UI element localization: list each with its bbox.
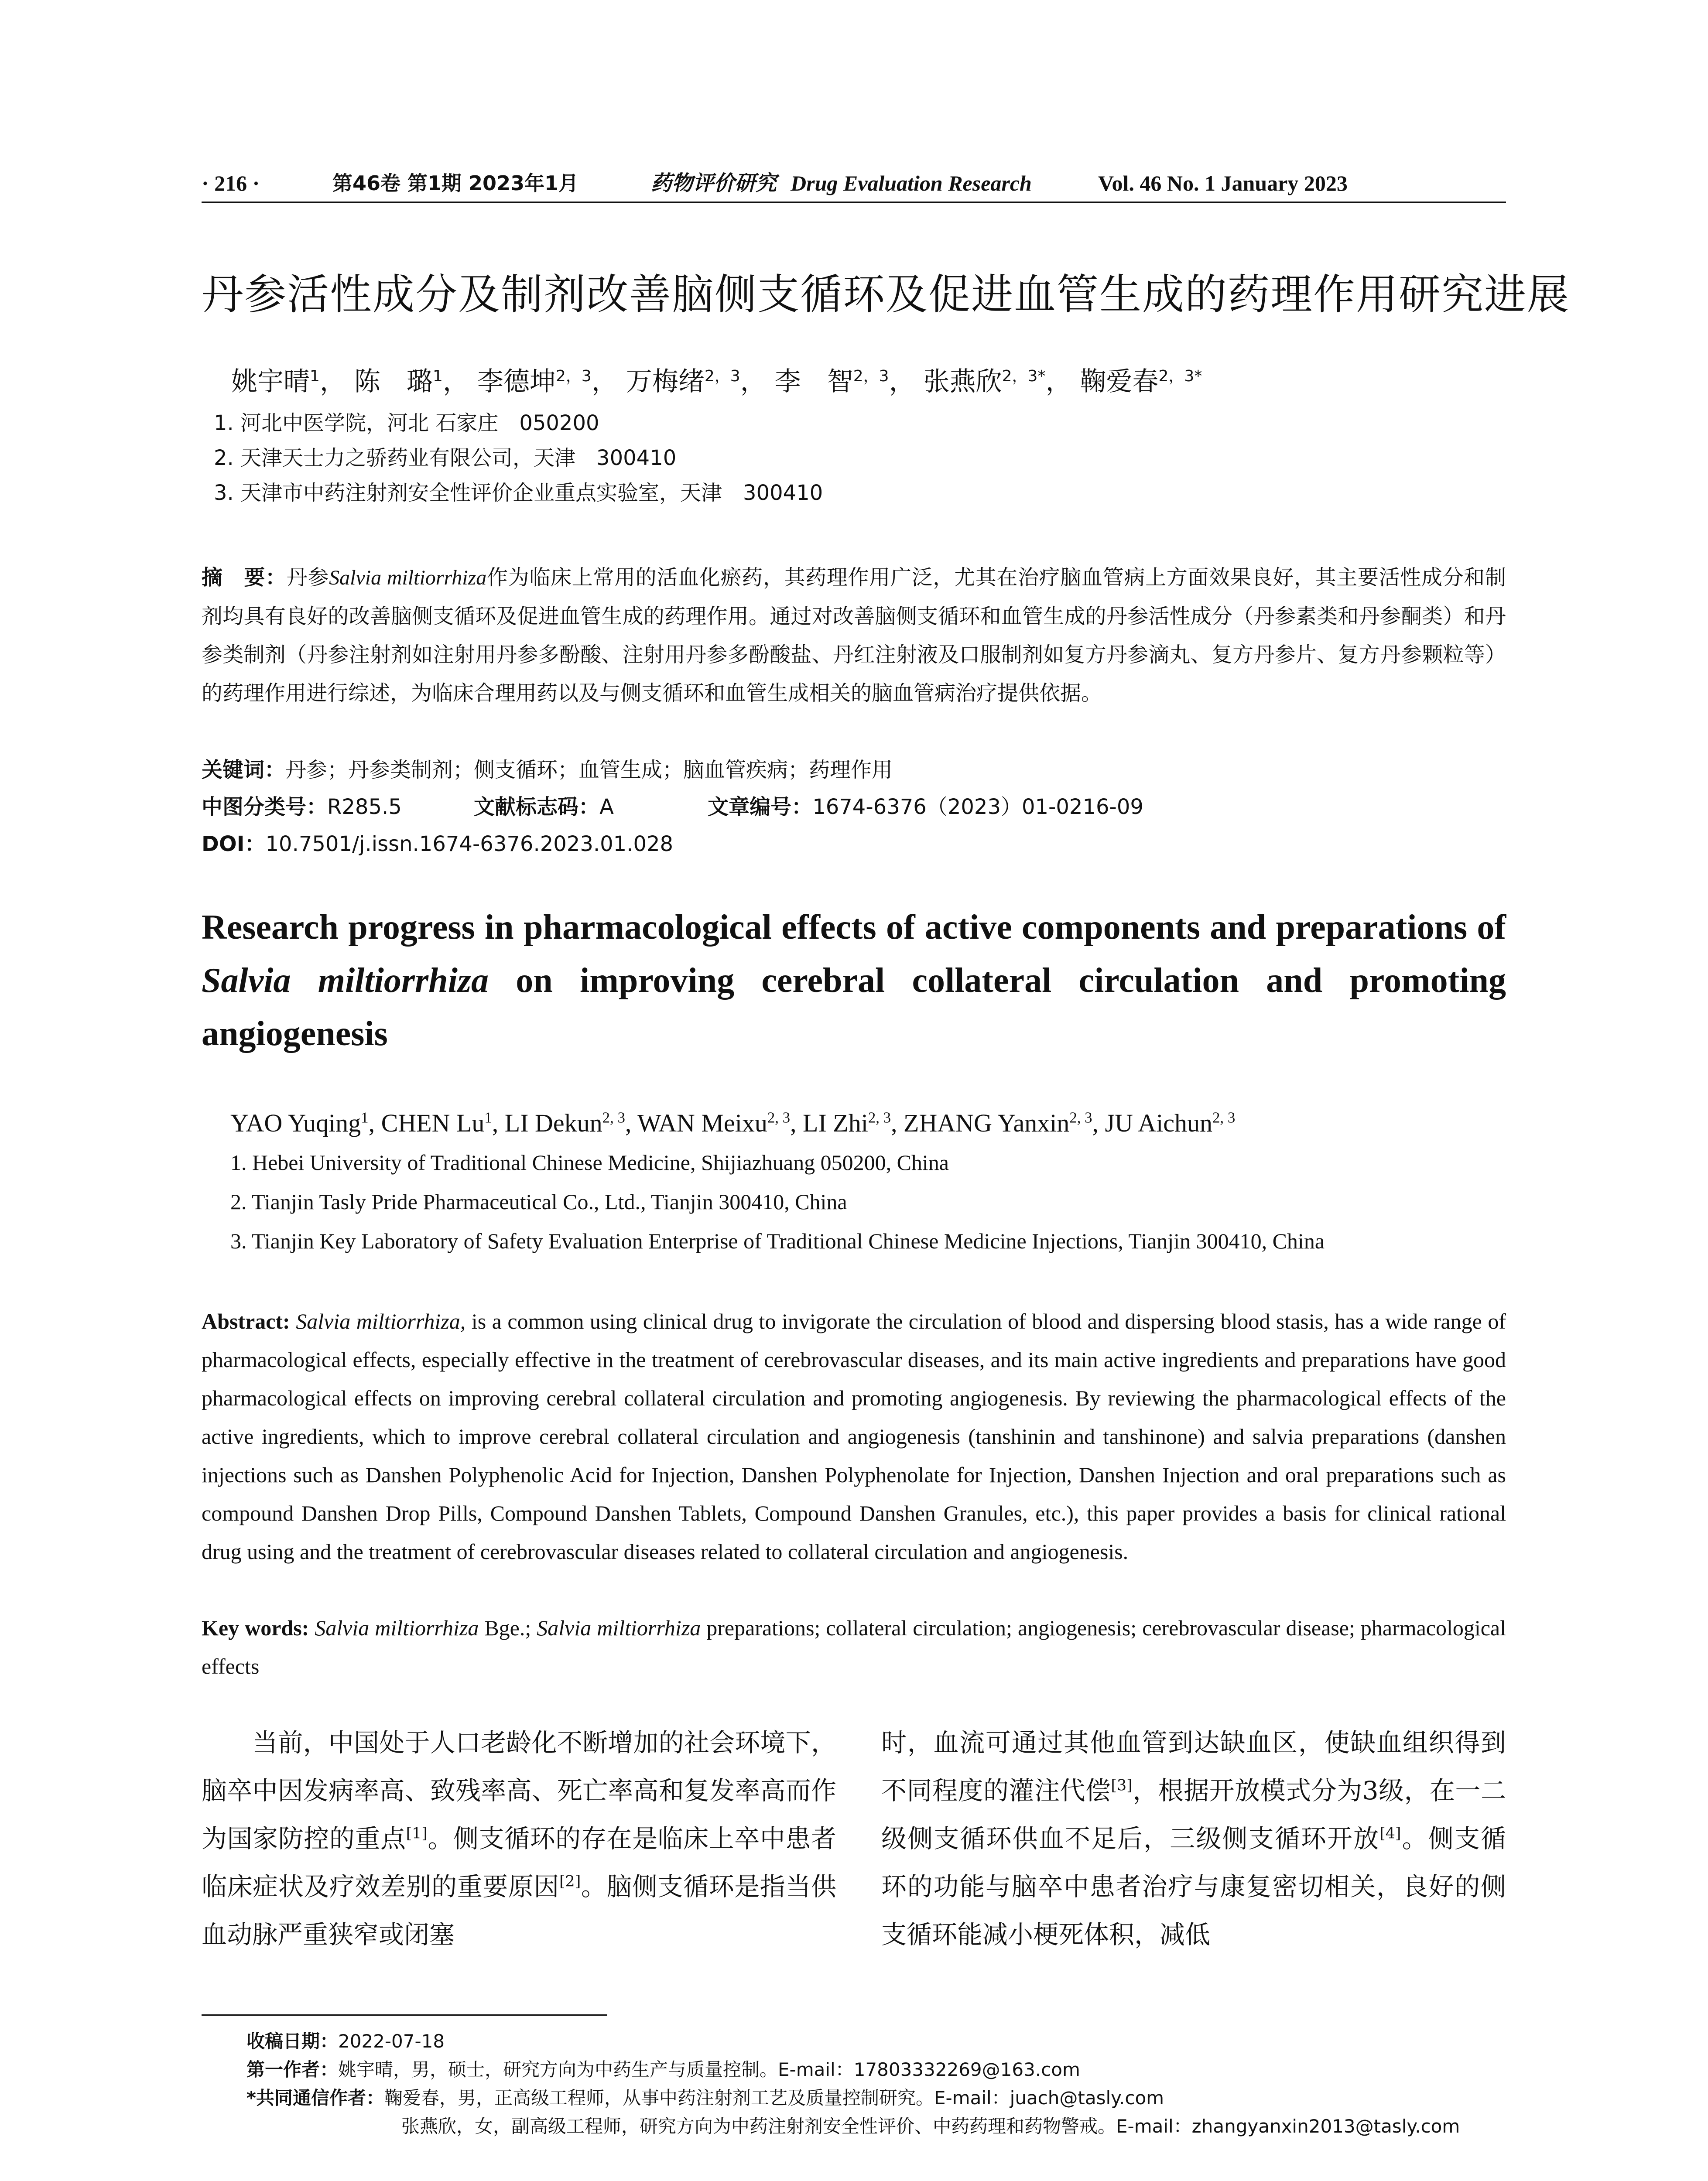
latin-name: Salvia miltiorrhiza, [296,1309,466,1333]
title-en-latin: Salvia miltiorrhiza [202,961,489,1000]
affiliation-cn-3: 3. 天津市中药注射剂安全性评价企业重点实验室，天津 300410 [214,481,823,505]
footnote-value: 2022-07-18 [338,2031,445,2052]
abstract-en [202,1302,1506,1571]
author-aff: 1 [310,367,320,385]
citation[interactable]: [3] [1111,1777,1133,1795]
footnote-corresponding [246,2083,1164,2113]
latin-name: Salvia miltiorrhiza [537,1616,701,1640]
author-en: LI Zhi [803,1109,868,1137]
author-aff: 2，3* [1158,367,1202,385]
body-text: 。脑侧支循环是指当供血动脉严重狭窄或闭塞 [202,1872,836,1949]
header-rule [202,202,1506,203]
author-aff: 2, 3 [1069,1109,1092,1126]
abstract-cn [202,558,1506,712]
author-en: WAN Meixu [637,1109,767,1137]
title-cn: 丹参活性成分及制剂改善脑侧支循环及促进血管生成的药理作用研究进展 [202,270,1570,319]
affiliation-en-1: 1. Hebei University of Traditional Chinese Medicine, Shijiazhuang 050200, China [230,1150,949,1175]
keywords-cn-text: 丹参；丹参类制剂；侧支循环；血管生成；脑血管疾病；药理作用 [285,758,893,782]
author-aff: 2，3 [853,367,889,385]
footnote-value: 姚宇晴，男，硕士，研究方向为中药生产与质量控制。E-mail：17803332269@163.com [338,2059,1080,2080]
author-aff: 2，3 [704,367,740,385]
body-text: 时，血流可通过其他血管到达缺血区，使缺血组织得到不同程度的灌注代偿 [881,1728,1506,1805]
author-aff: 2，3* [1002,367,1046,385]
author-aff: 2, 3 [1212,1109,1236,1126]
author-cn: 陈 璐 [354,366,433,397]
authors-en: YAO Yuqing$^1$, CHEN Lu$^1$, LI Dekun$^{2, 3}$, WAN Meixu$^{2, 3}$, LI Zhi$^{2, 3}$, ZHANG Yanxin$^{2, 3}$, JU Aichun$^{2, 3}$ [230,1109,1236,1137]
citation[interactable]: [1] [406,1825,428,1843]
author-en: JU Aichun [1105,1109,1213,1137]
footnote-first-author [246,2055,1080,2085]
affiliation-cn-1: 1. 河北中医学院，河北 石家庄 050200 [214,411,599,435]
body-text: 。侧支循环的存在是临床上卒中患者临床症状及疗效差别的重要原因 [202,1824,836,1901]
author-cn: 万梅绪 [626,366,705,397]
author-en: ZHANG Yanxin [904,1109,1070,1137]
keywords-en [202,1609,1506,1685]
author-cn: 鞠爱春 [1080,366,1159,397]
citation[interactable]: [2] [559,1873,581,1890]
article-no-label: 文章编号： [708,795,813,819]
author-aff: 2, 3 [602,1109,625,1126]
volume-cn: 第46卷 第1期 2023年1月 [332,171,579,195]
keywords-en-text: Bge.; [479,1616,537,1640]
keywords-en-text: preparations; collateral circulation; angiogenesis; cerebrovascular disease; pharmacological effects [202,1616,1506,1678]
abstract-en-text: is a common using clinical drug to invigorate the circulation of blood and dispersing blood stasis, has a wide range of pharmacological effects, especially effective in the treatment of cerebrovascular diseases, and its main active ingredients and preparations have good pharmacological effects on improving cerebral collateral circulation and promoting angiogenesis. By reviewing the pharmacological effects of the active ingredients, which to improve cerebral collateral circulation and angiogenesis (tanshinin and tanshinone) and salvia preparations (danshen injections such as Danshen Polyphenolic Acid for Injection, Danshen Polyphenolate for Injection, Danshen Injection and oral preparations such as compound Danshen Drop Pills, Compound Danshen Tablets, Compound Danshen Granules, etc.), this paper provides a basis for clinical rational drug using and the treatment of cerebrovascular diseases related to collateral circulation and angiogenesis. [202,1309,1506,1564]
footnote-label: *共同通信作者： [246,2087,384,2109]
article-no-value: 1674-6376（2023）01-0216-09 [812,795,1143,819]
body-text: 。侧支循环的功能与脑卒中患者治疗与康复密切相关，良好的侧支循环能减小梗死体积，减低 [881,1824,1506,1949]
affiliation-cn-2: 2. 天津天士力之骄药业有限公司，天津 300410 [214,446,677,470]
author-aff: 2，3 [555,367,592,385]
footnote-label: 第一作者： [246,2059,339,2080]
clc-label: 中图分类号： [202,795,328,819]
keywords-en-label: Key words: [202,1616,309,1640]
author-cn: 张燕欣 [923,366,1002,397]
affiliation-en-2: 2. Tianjin Tasly Pride Pharmaceutical Co., Ltd., Tianjin 300410, China [230,1190,847,1214]
doi-label: DOI： [202,832,266,856]
author-en: CHEN Lu [381,1109,485,1137]
body-column-right [881,1719,1506,1959]
authors-cn: 姚宇晴$^1$， 陈 璐$^1$， 李德坤$^{2,3}$， 万梅绪$^{2,3}$， 李 智$^{2,3}$， 张燕欣$^{2,3*}$， 鞠爱春$^{2,3*}$ [231,366,1202,397]
doc-code-value: A [599,795,614,819]
footnote-corresponding-2: 张燕欣，女，副高级工程师，研究方向为中药注射剂安全性评价、中药药理和药物警戒。E-mail：zhangyanxin2013@tasly.com [401,2116,1460,2137]
title-en [202,901,1506,1060]
doi-line [202,827,673,861]
footnote-received [246,2026,445,2057]
author-aff: 2, 3 [868,1109,891,1126]
title-en-part2: on improving cerebral collateral circulation and promoting angiogenesis [202,961,1506,1053]
page-number: · 216 · [202,171,260,195]
keywords-cn-label: 关键词： [202,758,286,782]
author-aff: 1 [484,1109,492,1126]
volume-en: Vol. 46 No. 1 January 2023 [1098,171,1348,195]
author-en: LI Dekun [504,1109,602,1137]
journal-logo-cn: 药物评价研究 [651,171,777,195]
author-cn: 姚宇晴 [231,366,310,397]
doc-code-label: 文献标志码： [474,795,600,819]
author-cn: 李 智 [774,366,853,397]
author-en: YAO Yuqing [230,1109,361,1137]
author-cn: 李德坤 [477,366,556,397]
abstract-cn-prefix: 丹参 [286,565,329,590]
title-en-part1: Research progress in pharmacological effects of active components and preparations of [202,908,1506,947]
author-aff: 1 [361,1109,369,1126]
doi-value: 10.7501/j.issn.1674-6376.2023.01.028 [265,832,674,856]
footnote-value: 鞠爱春，男，正高级工程师，从事中药注射剂工艺及质量控制研究。E-mail：juach@tasly.com [384,2087,1164,2109]
body-column-left [202,1719,836,1959]
abstract-cn-text: 作为临床上常用的活血化瘀药，其药理作用广泛，尤其在治疗脑血管病上方面效果良好，其主要活性成分和制剂均具有良好的改善脑侧支循环及促进血管生成的药理作用。通过对改善脑侧支循环和血管生成的丹参活性成分（丹参素类和丹参酮类）和丹参类制剂（丹参注射剂如注射用丹参多酚酸、注射用丹参多酚酸盐、丹红注射液及口服制剂如复方丹参滴丸、复方丹参片、复方丹参颗粒等）的药理作用进行综述，为临床合理用药以及与侧支循环和血管生成相关的脑血管病治疗提供依据。 [202,565,1506,705]
journal-name-en: Drug Evaluation Research [791,171,1032,195]
body-text: 当前，中国处于人口老龄化不断增加的社会环境下，脑卒中因发病率高、致残率高、死亡率高和复发率高而作为国家防控的重点 [202,1728,836,1853]
latin-name: Salvia miltiorrhiza [329,566,487,589]
body-text: ，根据开放模式分为3级，在一二级侧支循环供血不足后，三级侧支循环开放 [881,1776,1506,1853]
keywords-cn [202,752,893,787]
author-aff: 1 [432,367,443,385]
affiliation-en-3: 3. Tianjin Key Laboratory of Safety Evaluation Enterprise of Traditional Chinese Medicine Injections, Tianjin 300410, China [230,1229,1325,1253]
abstract-cn-label: 摘 要： [202,565,287,590]
abstract-en-label: Abstract: [202,1309,290,1333]
footnote-label: 收稿日期： [246,2031,339,2052]
latin-name: Salvia miltiorrhiza [315,1616,479,1640]
classification-line [202,790,1143,824]
author-aff: 2, 3 [767,1109,791,1126]
citation[interactable]: [4] [1379,1825,1401,1843]
footnote-rule [202,2014,607,2016]
running-header [202,168,1506,203]
clc-value: R285.5 [327,795,402,819]
